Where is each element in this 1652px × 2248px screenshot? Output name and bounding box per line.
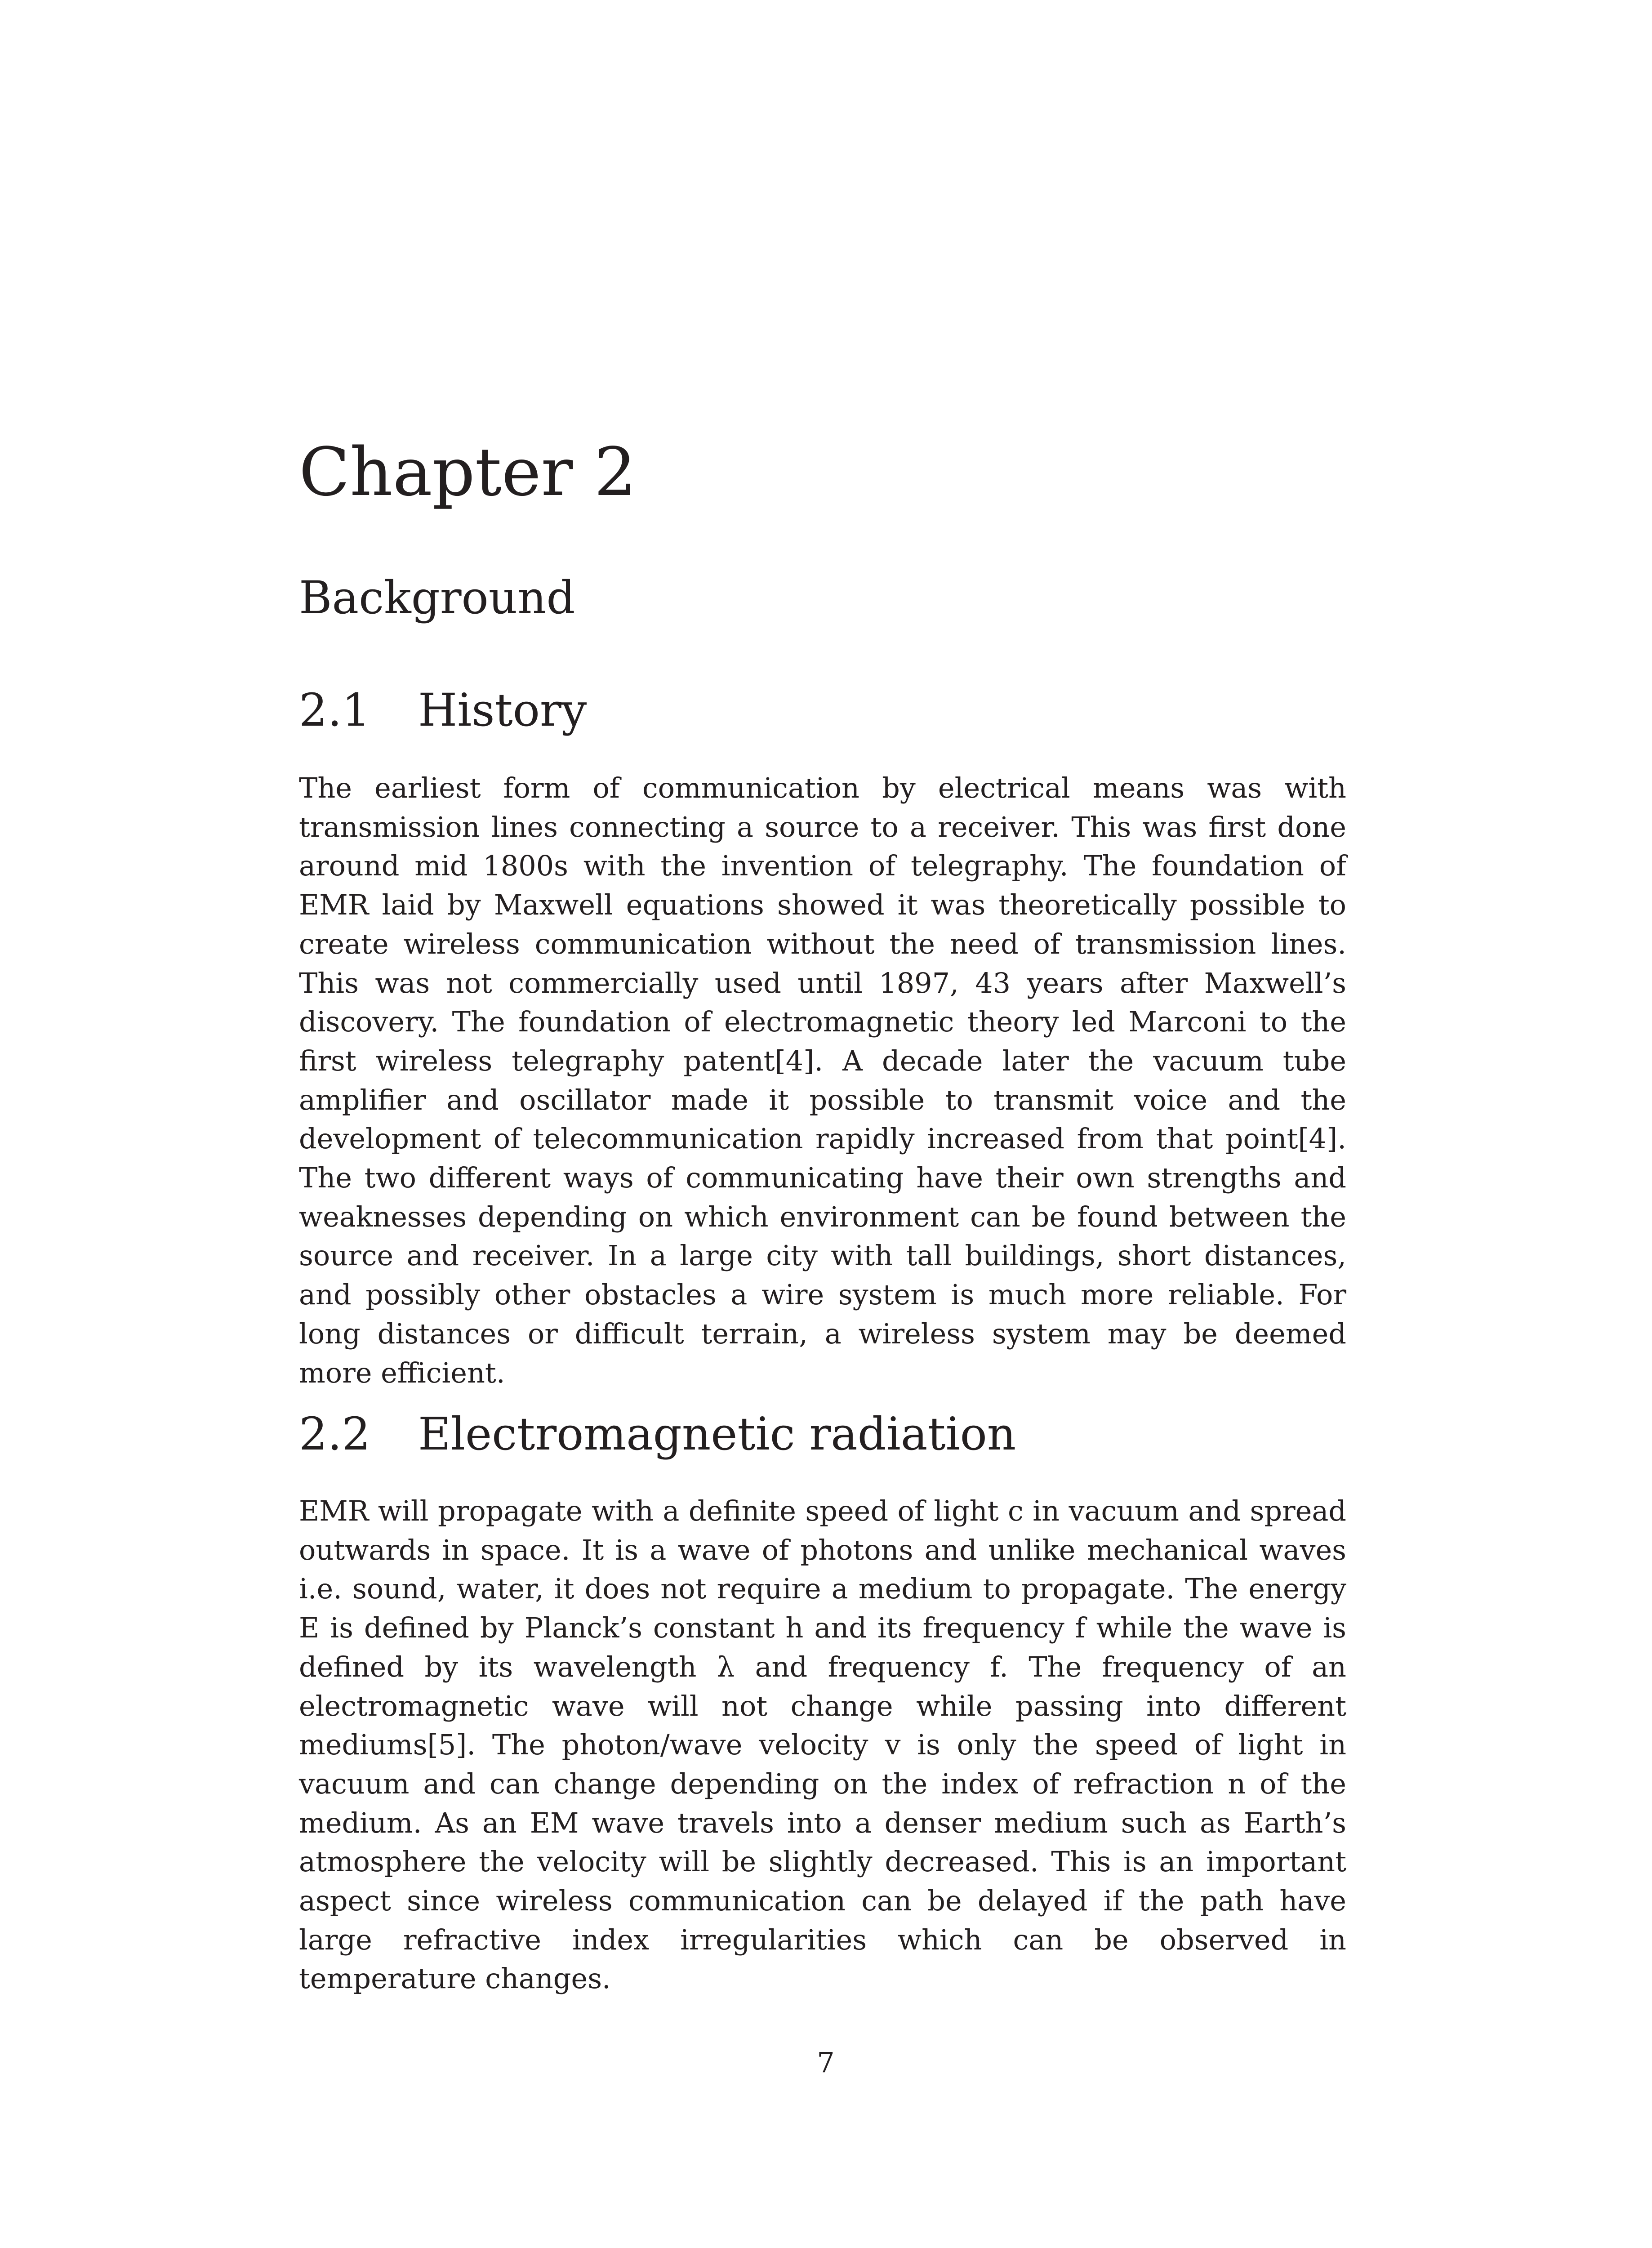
history-section-body <box>299 769 1346 1392</box>
section-title: Electromagnetic radiation <box>418 1408 1016 1460</box>
section-heading-electromagnetic-radiation <box>299 1405 1016 1463</box>
emr-section-body <box>299 1492 1346 1998</box>
chapter-subtitle: Background <box>299 571 575 624</box>
chapter-title: Chapter 2 <box>299 433 637 511</box>
page-number: 7 <box>817 2046 835 2079</box>
section-title: History <box>418 684 587 736</box>
history-paragraph: The earliest form of communication by electrical means was with transmission lines connecting a source to a receiver. This was first done around mid 1800s with the invention of telegraphy. The foundation of EMR laid by Maxwell equations showed it was theoretically possible to create wireless communication without the need of transmission lines. This was not commercially used until 1897, 43 years after Maxwell’s discovery. The foundation of electromagnetic theory led Marconi to the first wireless telegraphy patent[4]. A decade later the vacuum tube amplifier and oscillator made it possible to transmit voice and the development of telecommunication rapidly increased from that point[4]. The two different ways of communicating have their own strengths and weaknesses depending on which environment can be found between the source and receiver. In a large city with tall buildings, short distances, and possibly other obstacles a wire system is much more reliable. For long distances or difficult terrain, a wireless system may be deemed more efficient. <box>299 772 1346 1389</box>
emr-paragraph: EMR will propagate with a definite speed of light c in vacuum and spread outwards in space. It is a wave of photons and unlike mechanical waves i.e. sound, water, it does not require a medium to propagate. The energy E is defined by Planck’s constant h and its frequency f while the wave is defined by its wavelength λ and frequency f. The frequency of an electromagnetic wave will not change while passing into different mediums[5]. The photon/wave velocity v is only the speed of light in vacuum and can change depending on the index of refraction n of the medium. As an EM wave travels into a denser medium such as Earth’s atmosphere the velocity will be slightly decreased. This is an important aspect since wireless communication can be delayed if the path have large refractive index irregularities which can be observed in temperature changes. <box>299 1494 1346 1995</box>
section-heading-history <box>299 681 587 740</box>
section-number: 2.2 <box>299 1408 371 1460</box>
section-number: 2.1 <box>299 684 371 736</box>
